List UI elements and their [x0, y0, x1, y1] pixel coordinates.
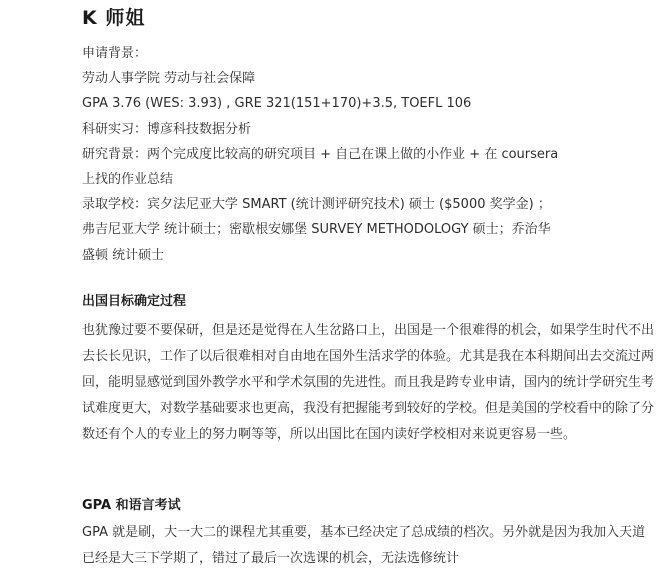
internship: 科研实习：博彦科技数据分析 — [82, 121, 252, 137]
section-heading-gpa: GPA 和语言考试 — [82, 498, 181, 513]
applicant-info — [82, 41, 654, 268]
background-label: 申请背景： — [82, 46, 148, 61]
admissions-line2: 弗吉尼亚大学 统计硕士；密歇根安娜堡 SURVEY METHODOLOGY 硕士；乔治华 — [82, 222, 551, 238]
admissions-line3: 盛顿 统计硕士 — [82, 247, 165, 263]
section-body-goal: 也犹豫过要不要保研，但是还是觉得在人生岔路口上，出国是一个很难得的机会，如果学生时代不出去长长见识，工作了以后很难相对自由地在国外生活求学的体验。尤其是我在本科期间出去交流过两回，能明显感觉到国外教学水平和学术氛围的先进性。而且我是跨专业申请，国内的统计学研究生考试难度更大，对数学基础要求也更高，我没有把握能考到较好的学校。但是美国的学校看中的除了分数还有个人的专业上的努力啊等等，所以出国比在国内读好学校相对来说更容易一些。 — [82, 323, 655, 442]
research-background-line2: 上找的作业总结 — [82, 172, 174, 188]
section-heading-goal: 出国目标确定过程 — [82, 294, 187, 309]
section-goal — [82, 291, 654, 448]
research-background-line1: 研究背景：两个完成度比较高的研究项目 + 自己在课上做的小作业 + 在 coursera — [82, 146, 559, 162]
page-title: K 师姐 — [82, 7, 146, 29]
school-major: 劳动人事学院 劳动与社会保障 — [82, 71, 256, 87]
document-page — [82, 0, 655, 566]
admissions-line1: 录取学校：宾夕法尼亚大学 SMART (统计测评研究技术) 硕士 ($5000 奖学金) ； — [82, 197, 551, 213]
test-scores: GPA 3.76 (WES: 3.93) , GRE 321(151+170)+3.5, TOEFL 106 — [82, 96, 472, 112]
section-body-gpa: GPA 就是刷，大一大二的课程尤其重要，基本已经决定了总成绩的档次。另外就是因为我加入天道已经是大三下学期了，错过了最后一次选课的机会，无法选修统计 — [82, 525, 646, 566]
section-gpa — [82, 495, 654, 572]
